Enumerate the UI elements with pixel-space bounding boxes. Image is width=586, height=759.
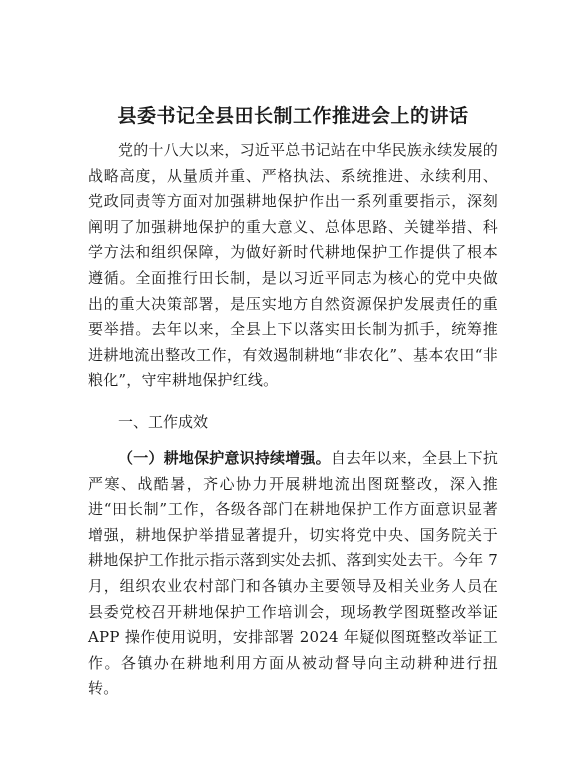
paragraph-lead: （一）耕地保护意识持续增强。: [118, 449, 331, 467]
section-heading: 一、工作成效: [118, 413, 209, 431]
document-title: 县委书记全县田长制工作推进会上的讲话: [117, 105, 469, 127]
paragraph-body: 自去年以来，全县上下抗严寒、战酷暑，齐心协力开展耕地流出图斑整改，深入推进“田长制”工作，各级各部门在耕地保护工作方面意识显著增强，耕地保护举措显著提升，切实将党中央、国务院关于耕地保护工作批示指示落到实处去抓、落到实处去干。今年 7 月，组织农业农村部门和各镇办主要领导及相关业务人员在县委党校召开耕地保护工作培训会，现场教学图斑整改举证 APP 操作使用说明，安排部署 2024 年疑似图斑整改举证工作。各镇办在耕地利用方面从被动督导向主动耕种进行扭转。: [88, 449, 499, 698]
paragraph-results: [88, 446, 498, 702]
paragraph-intro: 党的十八大以来，习近平总书记站在中华民族永续发展的战略高度，从量质并重、严格执法、系统推进、永续利用、党政同责等方面对加强耕地保护作出一系列重要指示，深刻阐明了加强耕地保护的重大意义、总体思路、关键举措、科学方法和组织保障，为做好新时代耕地保护工作提供了根本遵循。全面推行田长制，是以习近平同志为核心的党中央做出的重大决策部署，是压实地方自然资源保护发展责任的重要举措。去年以来，全县上下以落实田长制为抓手，统筹推进耕地流出整改工作，有效遏制耕地“非农化”、基本农田“非粮化”，守牢耕地保护红线。: [88, 141, 499, 390]
